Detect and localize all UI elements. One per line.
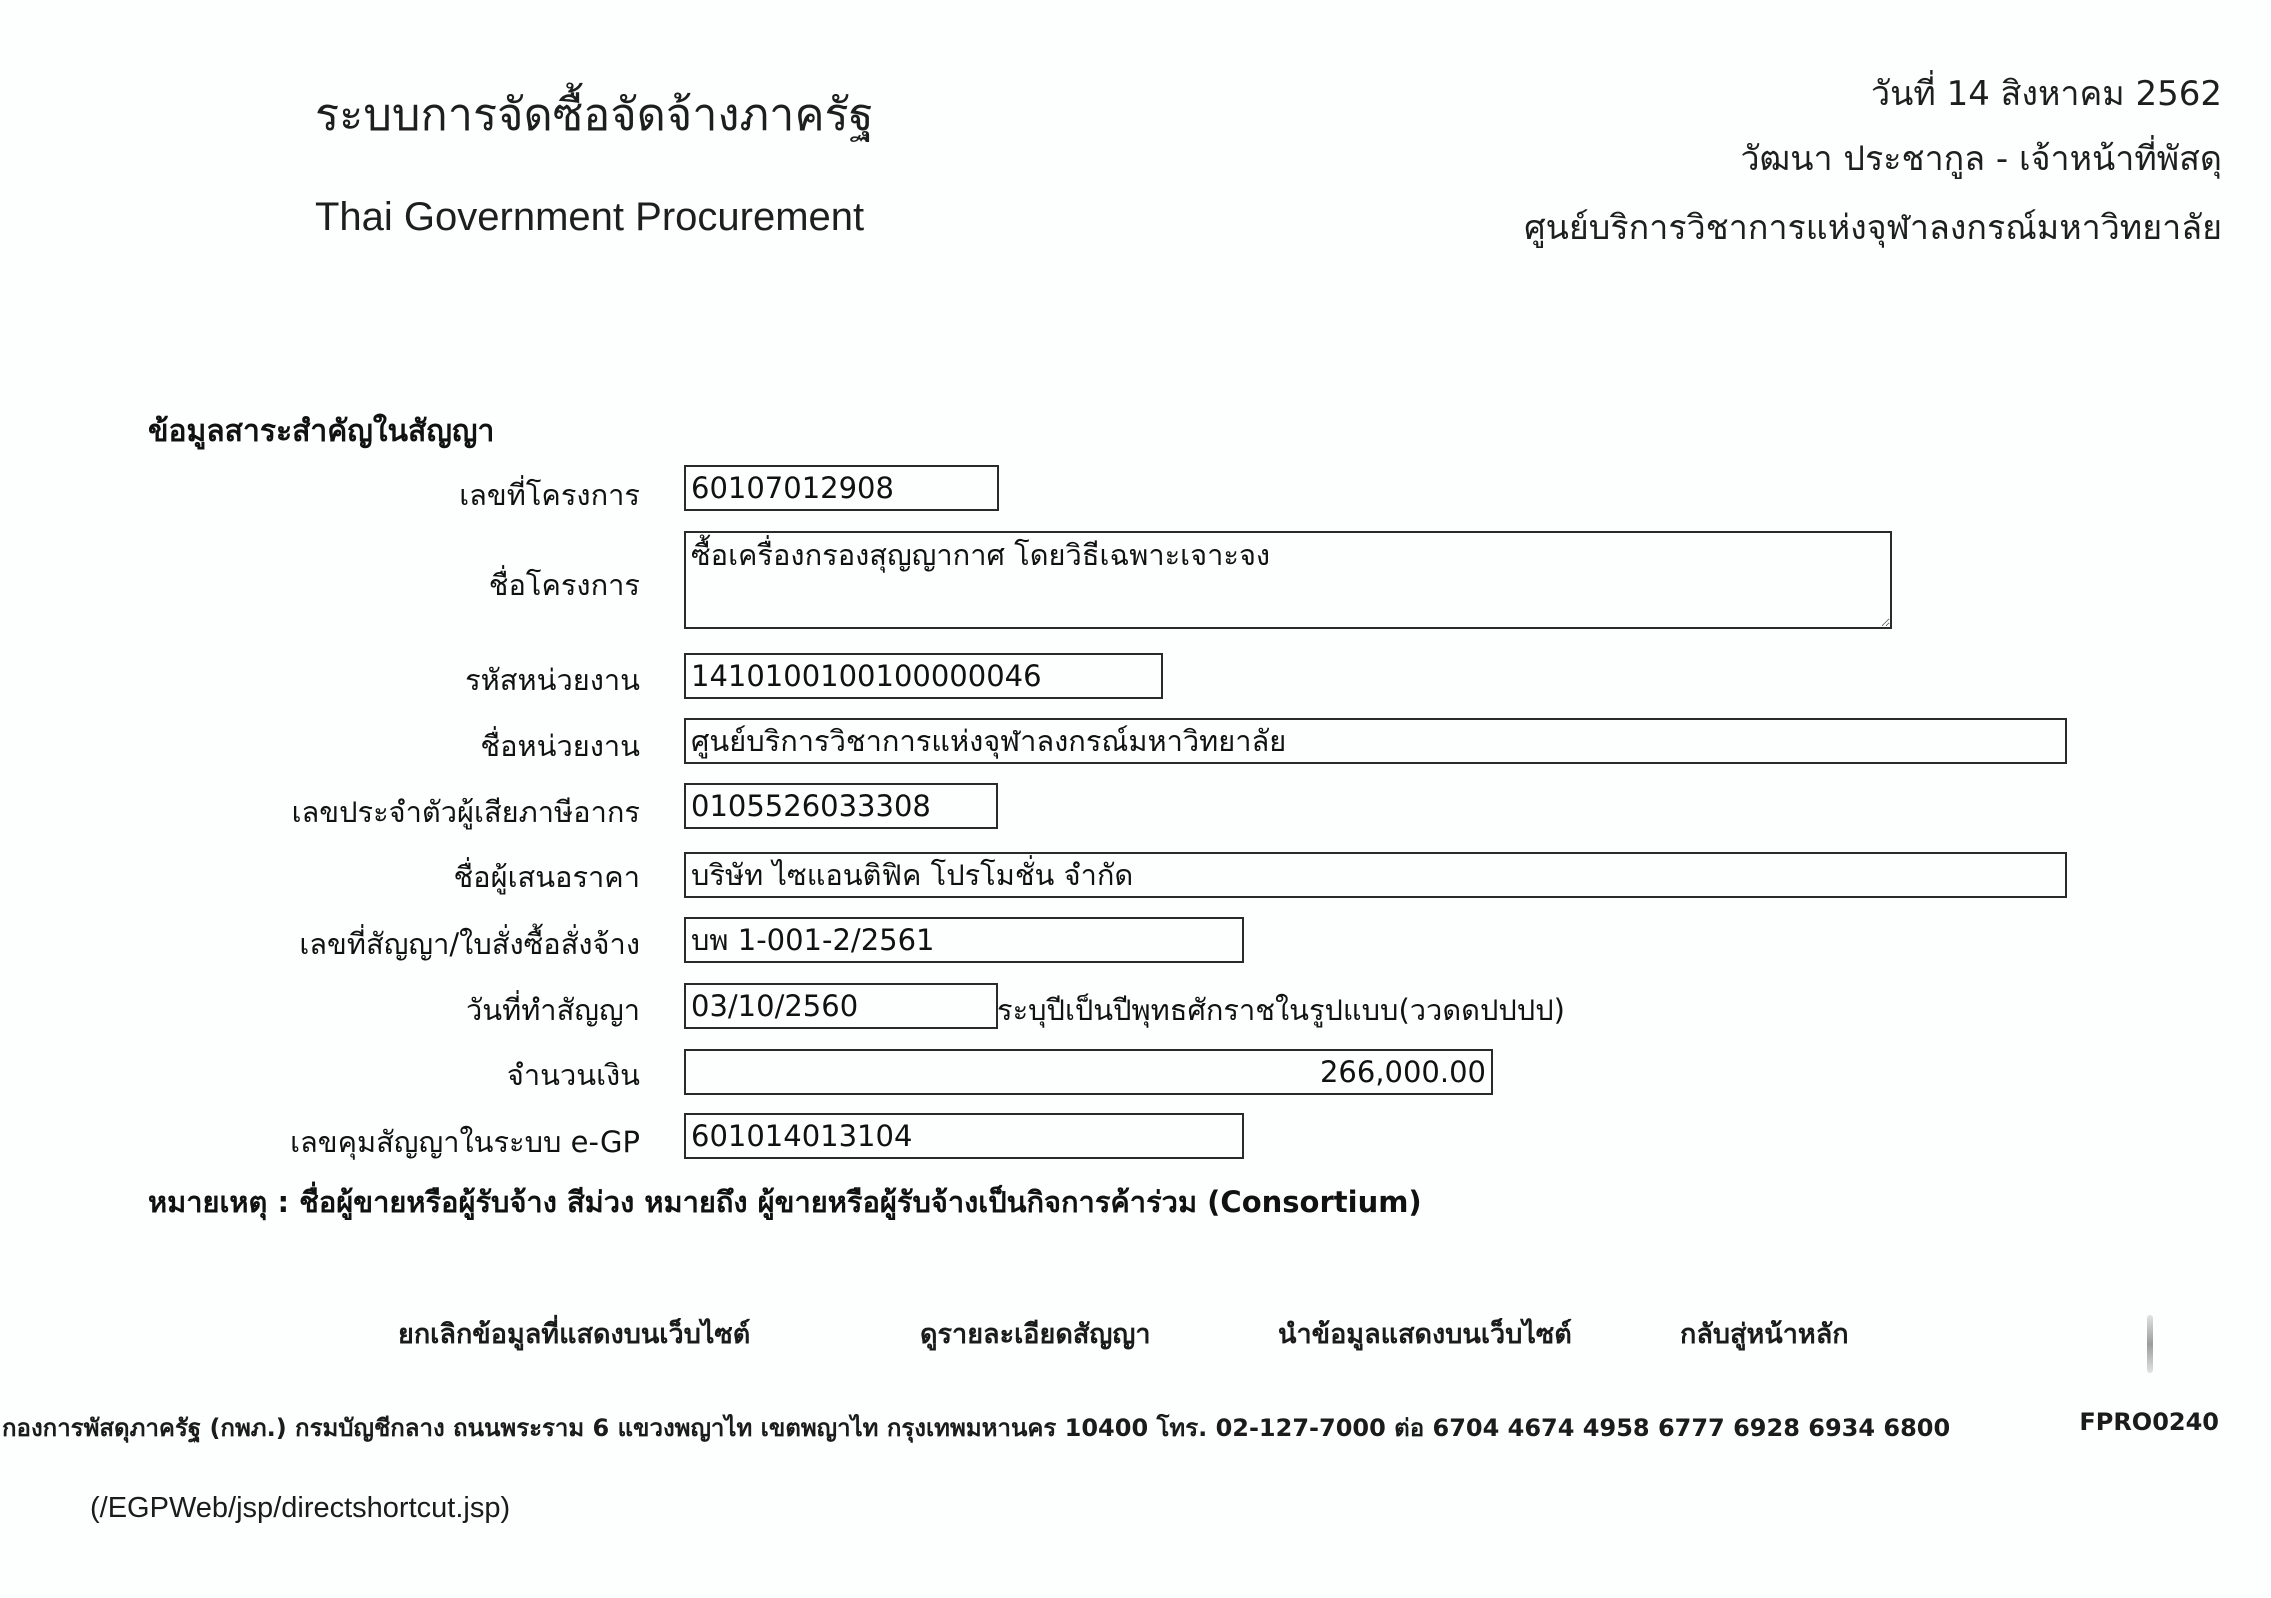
project-no-label: เลขที่โครงการ bbox=[459, 478, 640, 512]
note-suffix: หมายถึง ผู้ขายหรือผู้รับจ้างเป็นกิจการค้าร่วม (Consortium) bbox=[644, 1185, 1422, 1219]
project-no-field[interactable] bbox=[684, 465, 999, 511]
footer-address: กองการพัสดุภาครัฐ (กพภ.) กรมบัญชีกลาง ถนนพระราม 6 แขวงพญาไท เขตพญาไท กรุงเทพมหานคร 10400 โทร. 02-127-7000 ต่อ 6704 4674 4958 6777 6928 6934 6800 bbox=[2, 1414, 1951, 1442]
publish-link[interactable]: นำข้อมูลแสดงบนเว็บไซต์ bbox=[1278, 1319, 1572, 1350]
project-name-field[interactable] bbox=[684, 531, 1892, 629]
egp-control-no-field[interactable] bbox=[684, 1113, 1244, 1159]
dept-code-label: รหัสหน่วยงาน bbox=[465, 663, 640, 697]
site-title-thai: ระบบการจัดซื้อจัดจ้างภาครัฐ bbox=[315, 88, 874, 141]
contract-date-hint: ระบุปีเป็นปีพุทธศักราชในรูปแบบ(ววดดปปปป) bbox=[997, 993, 1565, 1027]
dept-name-field[interactable] bbox=[684, 718, 2067, 764]
tax-id-field[interactable] bbox=[684, 783, 998, 829]
contract-date-field[interactable] bbox=[684, 983, 998, 1029]
egp-control-no-label: เลขคุมสัญญาในระบบ e-GP bbox=[290, 1125, 640, 1159]
contract-no-field[interactable] bbox=[684, 917, 1244, 963]
home-link[interactable]: กลับสู่หน้าหลัก bbox=[1680, 1319, 1849, 1350]
header-date: วันที่ 14 สิงหาคม 2562 bbox=[1871, 74, 2222, 114]
note-emphasis: สีม่วง bbox=[566, 1185, 635, 1219]
bidder-name-field[interactable] bbox=[684, 852, 2067, 898]
scrollbar-thumb[interactable] bbox=[2147, 1315, 2153, 1373]
bidder-name-label: ชื่อผู้เสนอราคา bbox=[453, 860, 640, 894]
dept-code-field[interactable] bbox=[684, 653, 1163, 699]
header-user: วัฒนา ประชากูล - เจ้าหน้าที่พัสดุ bbox=[1740, 139, 2222, 179]
dept-name-label: ชื่อหน่วยงาน bbox=[480, 729, 640, 763]
contract-date-label: วันที่ทำสัญญา bbox=[465, 993, 640, 1027]
section-title: ข้อมูลสาระสำคัญในสัญญา bbox=[148, 414, 495, 449]
site-title-english: Thai Government Procurement bbox=[315, 195, 865, 239]
note-prefix: หมายเหตุ : ชื่อผู้ขายหรือผู้รับจ้าง bbox=[148, 1185, 557, 1219]
tax-id-label: เลขประจำตัวผู้เสียภาษีอากร bbox=[291, 795, 640, 829]
view-contract-link[interactable]: ดูรายละเอียดสัญญา bbox=[920, 1319, 1151, 1350]
contract-no-label: เลขที่สัญญา/ใบสั่งซื้อสั่งจ้าง bbox=[299, 927, 640, 961]
consortium-note bbox=[148, 1182, 1422, 1222]
cancel-publish-link[interactable]: ยกเลิกข้อมูลที่แสดงบนเว็บไซต์ bbox=[398, 1319, 751, 1350]
footer-page-code: FPRO0240 bbox=[2079, 1408, 2219, 1436]
amount-label: จำนวนเงิน bbox=[506, 1058, 640, 1092]
footer-path: (/EGPWeb/jsp/directshortcut.jsp) bbox=[90, 1492, 511, 1524]
amount-field[interactable] bbox=[684, 1049, 1493, 1095]
project-name-label: ชื่อโครงการ bbox=[488, 568, 640, 602]
header-organization: ศูนย์บริการวิชาการแห่งจุฬาลงกรณ์มหาวิทยาลัย bbox=[1524, 208, 2222, 248]
